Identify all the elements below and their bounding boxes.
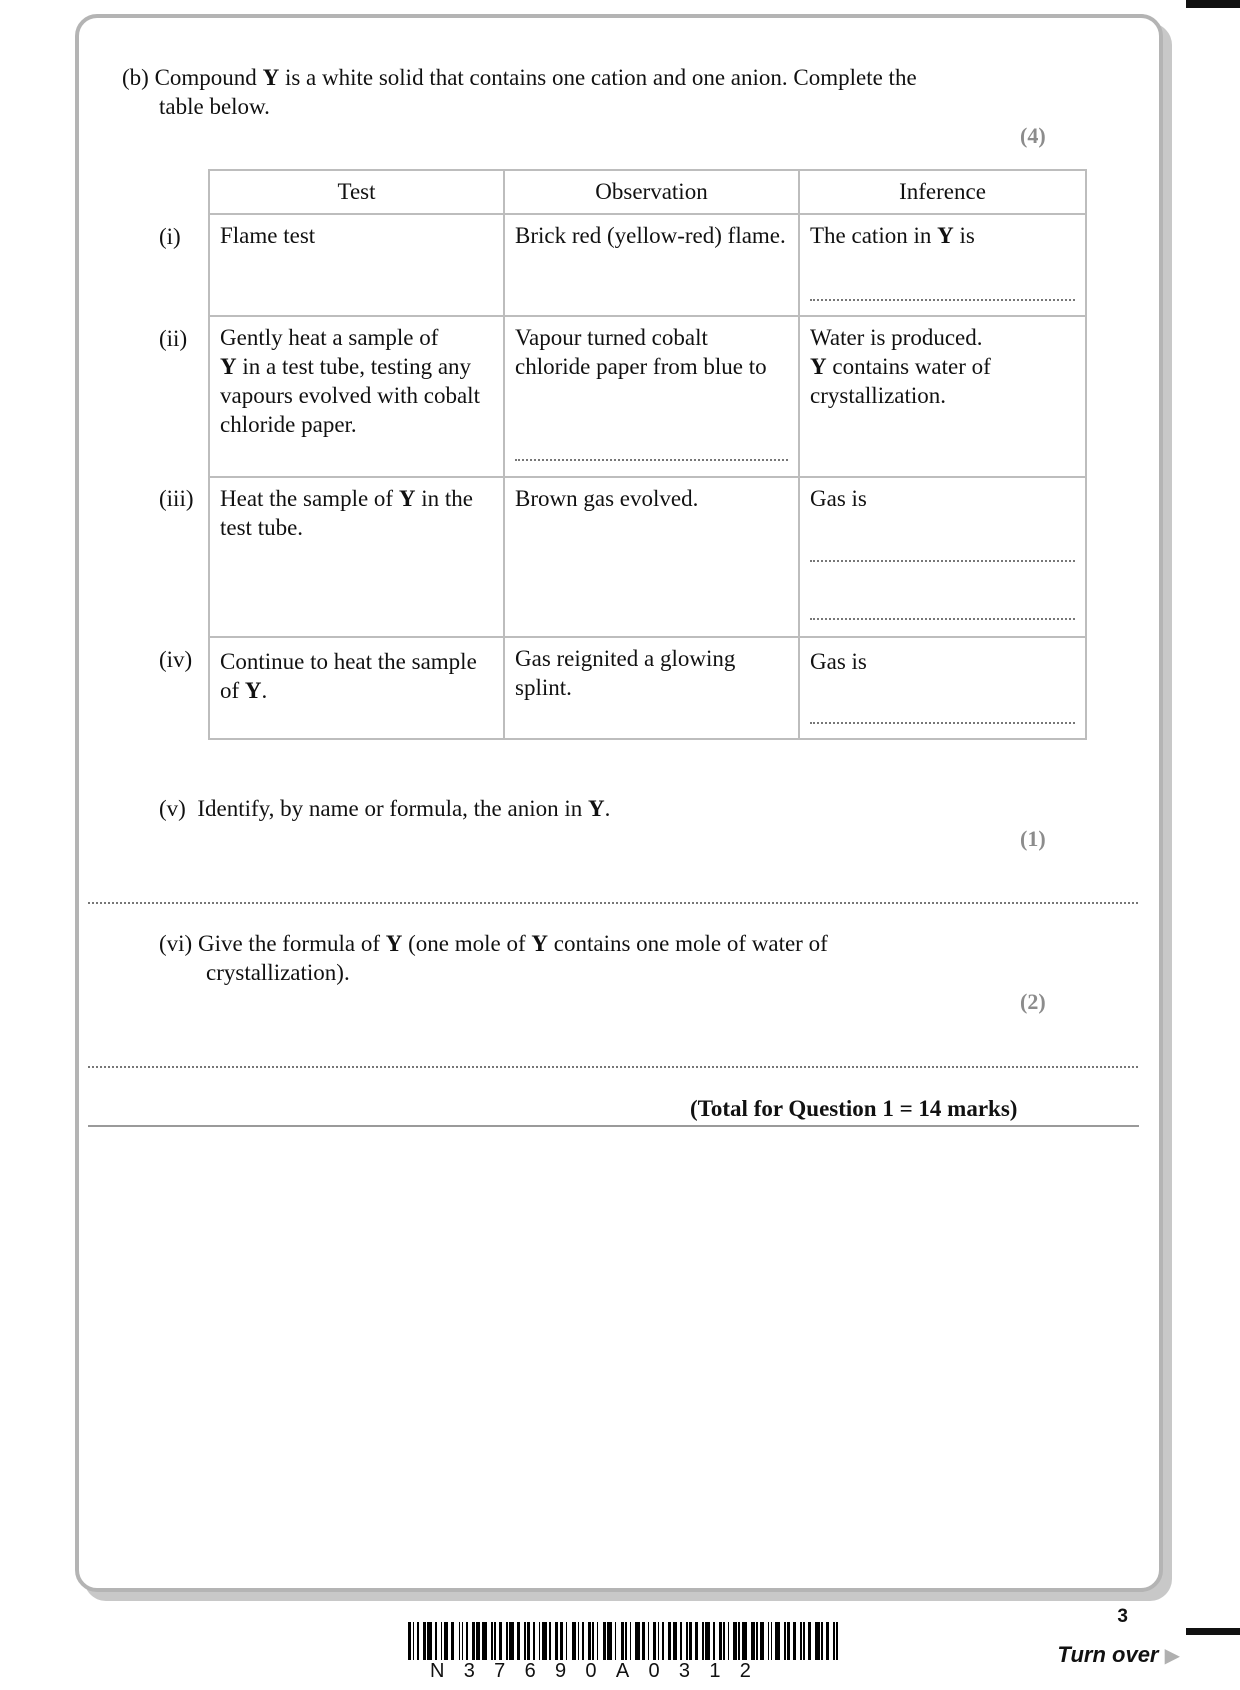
barcode-bar (836, 1622, 838, 1660)
total-marks: (Total for Question 1 = 14 marks) (690, 1096, 1018, 1121)
inference-cell (799, 477, 1086, 637)
barcode-bar (800, 1622, 802, 1660)
barcode-bar (549, 1622, 551, 1660)
question-v (159, 794, 610, 823)
answer-dotted-line[interactable] (810, 722, 1075, 724)
barcode-bar (771, 1622, 773, 1660)
question-b-intro (122, 63, 917, 92)
barcode-bar (476, 1622, 479, 1660)
inference-text: Gas is (810, 486, 867, 511)
barcode-bar (751, 1622, 754, 1660)
intro-text-cont: is a white solid that contains one cation and one anion. Complete the (279, 65, 917, 90)
barcode-bar (723, 1622, 725, 1660)
barcode-bar (423, 1622, 426, 1660)
barcode-bar (815, 1622, 820, 1660)
row-number-iv: (iv) (159, 647, 193, 672)
barcode-bar (653, 1622, 656, 1660)
barcode-bar (784, 1622, 786, 1660)
inference-cell (799, 316, 1086, 477)
compound-y: Y (398, 486, 416, 511)
barcode (408, 1622, 844, 1660)
question-vi-text-cont: (one mole of (402, 931, 532, 956)
test-text: Flame test (220, 223, 316, 248)
barcode-bar (787, 1622, 790, 1660)
question-b-intro-line2: table below. (159, 94, 270, 119)
barcode-bar (689, 1622, 692, 1660)
barcode-bar (621, 1622, 624, 1660)
test-observation-table (208, 169, 1087, 740)
barcode-bar (566, 1622, 568, 1660)
answer-dotted-line[interactable] (515, 459, 788, 461)
barcode-bar (491, 1622, 493, 1660)
barcode-bar (459, 1622, 461, 1660)
barcode-bar (517, 1622, 520, 1660)
table-header-row (209, 170, 1086, 214)
turn-over-text: Turn over (1057, 1642, 1159, 1667)
barcode-bar (588, 1622, 591, 1660)
barcode-bar (668, 1622, 671, 1660)
compound-y: Y (937, 223, 954, 248)
barcode-bar (527, 1622, 530, 1660)
test-text: Gently heat a sample of (220, 325, 439, 350)
barcode-bar (413, 1622, 415, 1660)
table-row (209, 214, 1086, 316)
test-cell (209, 316, 504, 477)
row-number-i: (i) (159, 224, 181, 249)
table-row (209, 477, 1086, 637)
barcode-bar (427, 1622, 432, 1660)
barcode-bar (506, 1622, 508, 1660)
barcode-bar (756, 1622, 758, 1660)
answer-dotted-line[interactable] (810, 560, 1075, 562)
total-divider (88, 1125, 1139, 1127)
barcode-bar (582, 1622, 584, 1660)
barcode-bar (597, 1622, 599, 1660)
test-text-cont: in the test tube. (220, 486, 473, 540)
barcode-bar (719, 1622, 722, 1660)
inference-text: Gas is (810, 649, 867, 674)
barcode-bar (625, 1622, 627, 1660)
observation-text: Brick red (yellow-red) flame. (515, 223, 786, 248)
observation-cell (504, 214, 799, 316)
barcode-bar (466, 1622, 468, 1660)
barcode-bar (592, 1622, 594, 1660)
barcode-bar (673, 1622, 678, 1660)
intro-text: Compound (154, 65, 263, 90)
observation-cell (504, 637, 799, 739)
question-v-label: (v) (159, 796, 186, 821)
barcode-bar (472, 1622, 475, 1660)
answer-dotted-line[interactable] (810, 299, 1075, 301)
test-cell (209, 637, 504, 739)
barcode-bar (803, 1622, 805, 1660)
barcode-bar (630, 1622, 632, 1660)
table-row (209, 637, 1086, 739)
page-number: 3 (1117, 1606, 1128, 1627)
barcode-bar (808, 1622, 811, 1660)
barcode-bar (833, 1622, 835, 1660)
play-arrow-icon: ▶ (1164, 1645, 1180, 1667)
question-b-label: (b) (122, 65, 149, 90)
barcode-bar (417, 1622, 419, 1660)
barcode-bar (702, 1622, 704, 1660)
barcode-bar (713, 1622, 715, 1660)
question-v-marks: (1) (1020, 826, 1046, 851)
barcode-bar (542, 1622, 547, 1660)
barcode-bar (499, 1622, 502, 1660)
barcode-bar (680, 1622, 682, 1660)
compound-y: Y (588, 796, 605, 821)
header-test: Test (209, 170, 504, 214)
question-vi-label: (vi) (159, 931, 193, 956)
barcode-bar (560, 1622, 563, 1660)
barcode-bar (572, 1622, 577, 1660)
barcode-digits: N37690A0312 (430, 1660, 771, 1682)
question-v-end: . (604, 796, 611, 821)
barcode-bar (494, 1622, 496, 1660)
barcode-bar (444, 1622, 449, 1660)
table-row (209, 316, 1086, 477)
compound-y: Y (385, 931, 403, 956)
inference-text-cont: contains water of crystallization. (810, 354, 991, 408)
barcode-bar (760, 1622, 763, 1660)
row-number-iii: (iii) (159, 486, 194, 511)
observation-text: Vapour turned cobalt chloride paper from blue to (515, 325, 767, 379)
row-number-ii: (ii) (159, 326, 188, 351)
question-vi-line2: crystallization). (206, 960, 350, 985)
barcode-bar (775, 1622, 780, 1660)
barcode-bar (524, 1622, 526, 1660)
barcode-bar (648, 1622, 650, 1660)
barcode-bar (441, 1622, 443, 1660)
registration-mark-bottom (1186, 1628, 1240, 1635)
barcode-bar (555, 1622, 558, 1660)
observation-text: Brown gas evolved. (515, 486, 699, 511)
barcode-bar (738, 1622, 740, 1660)
observation-cell (504, 477, 799, 637)
barcode-bar (658, 1622, 660, 1660)
barcode-bar (768, 1622, 770, 1660)
answer-dotted-line-vi[interactable] (88, 1066, 1138, 1068)
test-cell (209, 214, 504, 316)
header-observation: Observation (504, 170, 799, 214)
barcode-bar (408, 1622, 411, 1660)
observation-text: Gas reignited a glowing splint. (515, 646, 736, 700)
answer-dotted-line-v[interactable] (88, 902, 1138, 904)
test-text-cont: . (261, 678, 268, 703)
turn-over-label (1057, 1642, 1180, 1668)
question-vi-text: Give the formula of (197, 931, 386, 956)
barcode-bar (826, 1622, 829, 1660)
barcode-bar (662, 1622, 664, 1660)
test-text-cont: in a test tube, testing any vapours evolved with cobalt chloride paper. (220, 354, 480, 437)
barcode-bar (642, 1622, 645, 1660)
inference-cell (799, 637, 1086, 739)
question-vi-marks: (2) (1020, 989, 1046, 1014)
barcode-bar (603, 1622, 606, 1660)
barcode-bar (578, 1622, 580, 1660)
barcode-bar (728, 1622, 730, 1660)
question-vi (159, 929, 828, 958)
barcode-bar (533, 1622, 535, 1660)
inference-text: The cation in (810, 223, 938, 248)
question-v-text: Identify, by name or formula, the anion in (197, 796, 589, 821)
barcode-bar (686, 1622, 688, 1660)
test-cell (209, 477, 504, 637)
inference-text: Water is produced. (810, 325, 983, 350)
barcode-bar (607, 1622, 612, 1660)
barcode-bar (793, 1622, 796, 1660)
barcode-bar (695, 1622, 698, 1660)
compound-y: Y (262, 65, 280, 90)
barcode-bar (742, 1622, 747, 1660)
barcode-bar (509, 1622, 514, 1660)
compound-y: Y (810, 354, 827, 379)
barcode-bar (635, 1622, 640, 1660)
barcode-bar (733, 1622, 736, 1660)
observation-cell (504, 316, 799, 477)
barcode-bar (435, 1622, 437, 1660)
barcode-bar (821, 1622, 823, 1660)
barcode-bar (462, 1622, 464, 1660)
test-text: Heat the sample of (220, 486, 399, 511)
registration-mark-top (1186, 0, 1240, 8)
barcode-bar (615, 1622, 617, 1660)
barcode-bar (705, 1622, 710, 1660)
barcode-bar (539, 1622, 541, 1660)
question-b-marks: (4) (1020, 123, 1046, 148)
compound-y: Y (220, 354, 237, 379)
barcode-bar (482, 1622, 487, 1660)
test-text: Continue to heat the sample of (220, 649, 477, 703)
compound-y: Y (244, 678, 262, 703)
barcode-bar (451, 1622, 454, 1660)
compound-y: Y (531, 931, 549, 956)
question-vi-text-end: contains one mole of water of (548, 931, 828, 956)
answer-dotted-line[interactable] (810, 618, 1075, 620)
inference-cell (799, 214, 1086, 316)
header-inference: Inference (799, 170, 1086, 214)
inference-text-cont: is (953, 223, 975, 248)
